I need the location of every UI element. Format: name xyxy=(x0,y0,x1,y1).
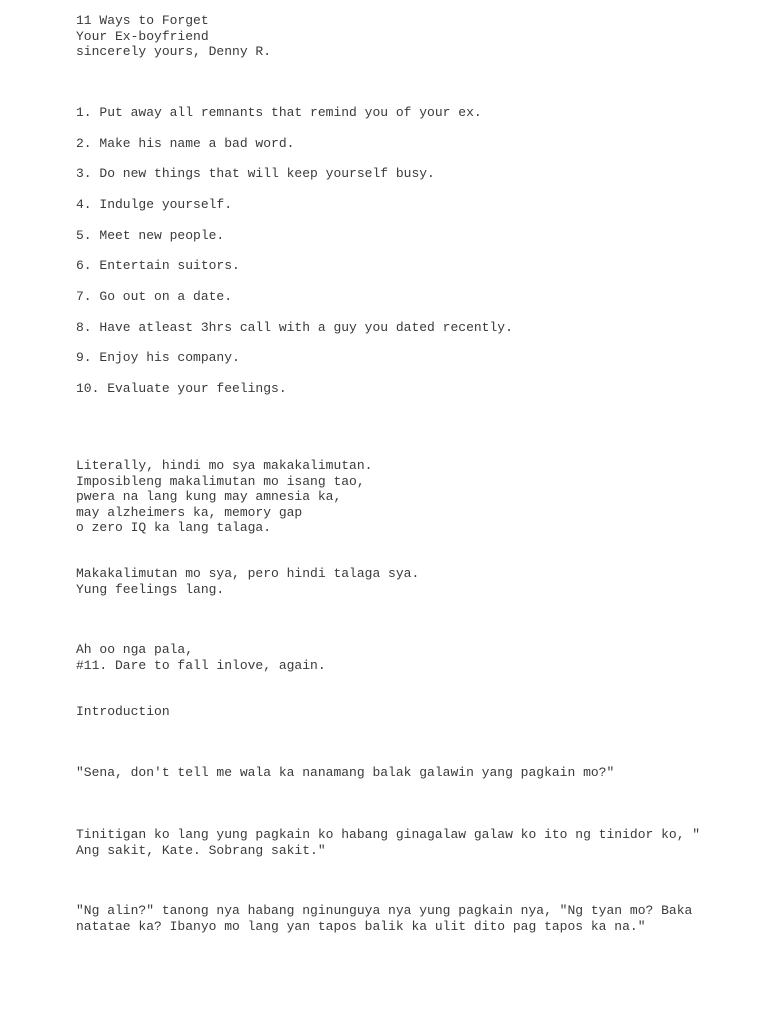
list-item: 8. Have atleast 3hrs call with a guy you dated recently. xyxy=(76,320,513,335)
list-item: 7. Go out on a date. xyxy=(76,289,233,304)
list-item: 9. Enjoy his company. xyxy=(76,350,240,365)
paragraph-line: Makakalimutan mo sya, pero hindi talaga sya. xyxy=(76,566,420,581)
author-line: sincerely yours, Denny R. xyxy=(76,44,272,59)
paragraph-line: Imposibleng makalimutan mo isang tao, xyxy=(76,473,365,489)
dialogue-line: Tinitigan ko lang yung pagkain ko habang ginagalaw galaw ko ito ng tinidor ko, " xyxy=(76,827,701,842)
paragraph-line: Ah oo nga pala, xyxy=(76,642,194,657)
paragraph-line: #11. Dare to fall inlove, again. xyxy=(76,657,326,673)
list-item: 2. Make his name a bad word. xyxy=(76,136,295,151)
paragraph-line: pwera na lang kung may amnesia ka, xyxy=(76,489,342,504)
list-item: 1. Put away all remnants that remind you of your ex. xyxy=(76,105,482,120)
dialogue-line: natatae ka? Ibanyo mo lang yan tapos balik ka ulit dito pag tapos ka na." xyxy=(76,918,646,934)
document-title-line-1: 11 Ways to Forget xyxy=(76,13,209,28)
dialogue-line: "Sena, don't tell me wala ka nanamang balak galawin yang pagkain mo?" xyxy=(76,765,615,780)
list-item: 10. Evaluate your feelings. xyxy=(76,381,287,396)
paragraph-line: Literally, hindi mo sya makakalimutan. xyxy=(76,458,373,473)
dialogue-line: Ang sakit, Kate. Sobrang sakit." xyxy=(76,842,326,858)
section-heading: Introduction xyxy=(76,704,170,719)
list-item: 3. Do new things that will keep yourself busy. xyxy=(76,166,435,181)
list-item: 6. Entertain suitors. xyxy=(76,258,240,273)
document-title-line-2: Your Ex-boyfriend xyxy=(76,28,209,44)
list-item: 5. Meet new people. xyxy=(76,228,225,243)
paragraph-line: Yung feelings lang. xyxy=(76,581,225,597)
dialogue-line: "Ng alin?" tanong nya habang nginunguya nya yung pagkain nya, "Ng tyan mo? Baka xyxy=(76,903,693,918)
list-item: 4. Indulge yourself. xyxy=(76,197,233,212)
paragraph-line: may alzheimers ka, memory gap xyxy=(76,504,303,520)
paragraph-line: o zero IQ ka lang talaga. xyxy=(76,520,272,535)
